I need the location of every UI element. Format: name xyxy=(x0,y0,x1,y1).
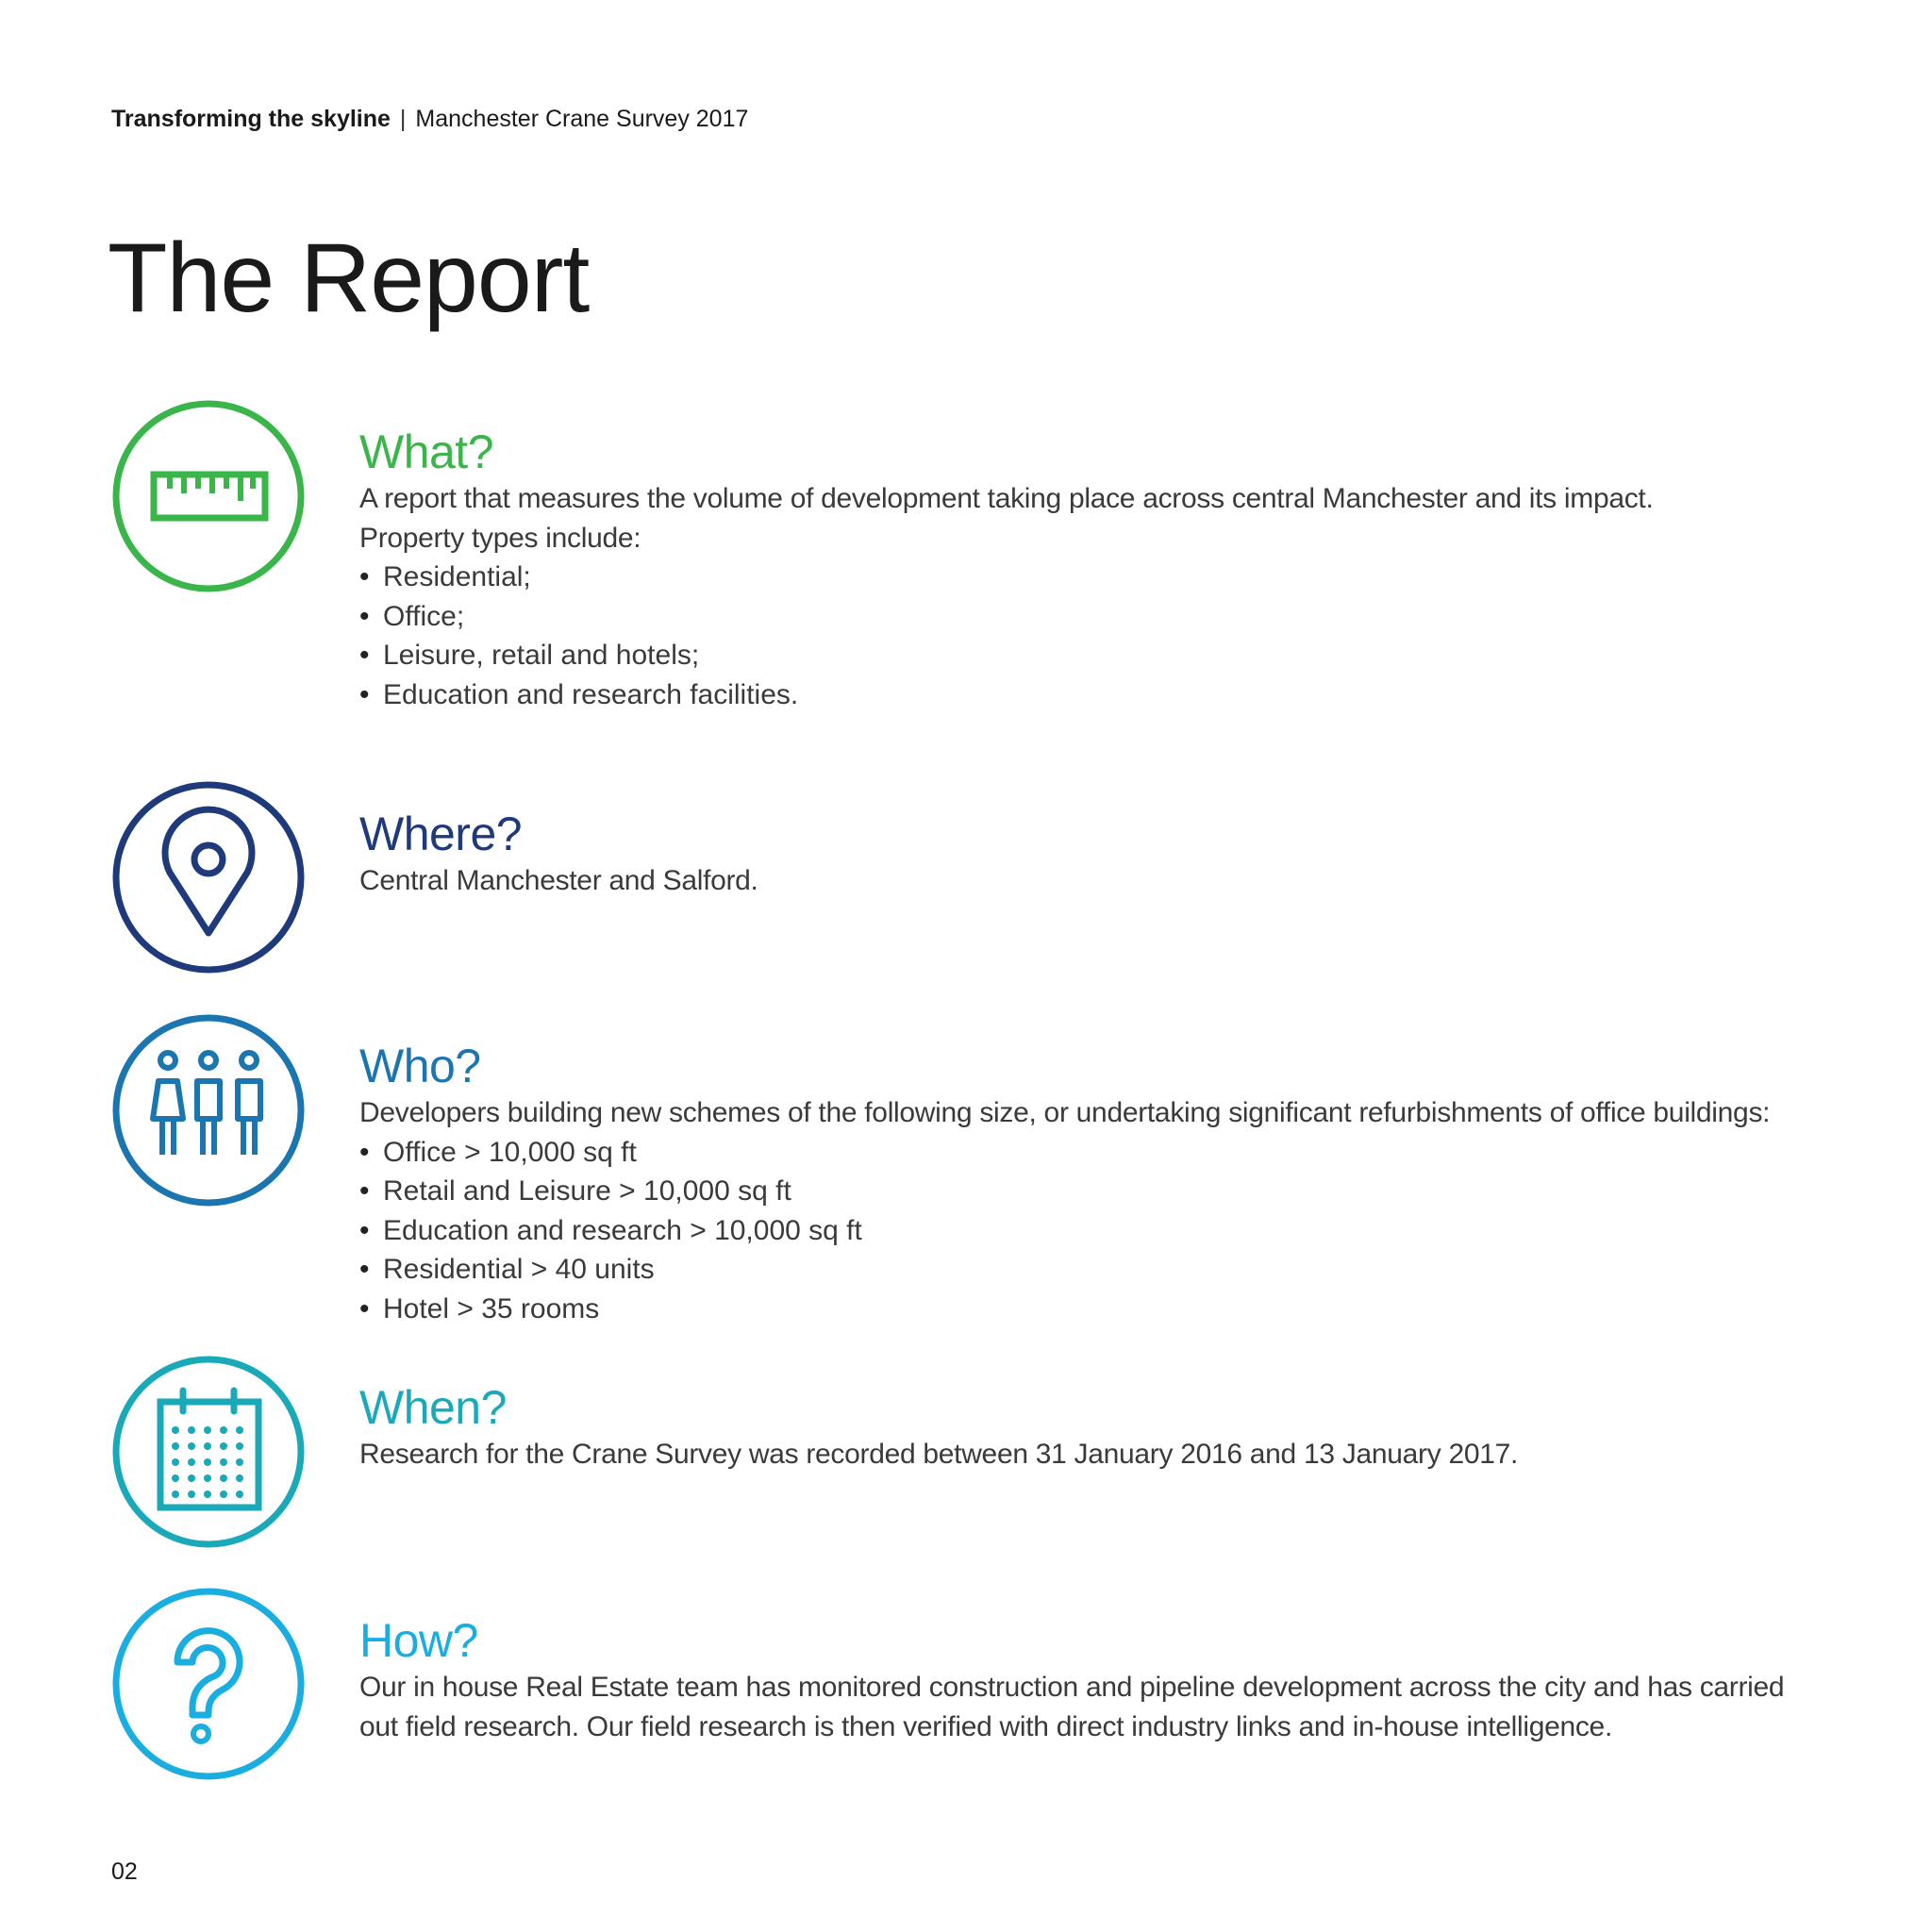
who-heading: Who? xyxy=(359,1040,481,1092)
list-item: • Education and research facilities. xyxy=(359,675,1875,715)
who-bullet-list xyxy=(359,1133,1875,1329)
header-title: Transforming the skyline xyxy=(111,106,391,132)
when-text: Research for the Crane Survey was recorded between 31 January 2016 and 13 January 2017. xyxy=(359,1439,1519,1470)
page-number: 02 xyxy=(111,1858,138,1885)
ruler-icon xyxy=(111,399,306,593)
how-text-2: out field research. Our field research is then verified with direct industry links and in-house intelligence. xyxy=(359,1710,1612,1742)
what-text: A report that measures the volume of development taking place across central Manchester and its impact. xyxy=(359,483,1654,514)
list-item: • Residential; xyxy=(359,558,1875,597)
list-item: • Office; xyxy=(359,597,1875,637)
list-item: • Residential > 40 units xyxy=(359,1250,1875,1290)
who-text: Developers building new schemes of the following size, or undertaking significant refurbishments of office buildings: xyxy=(359,1097,1771,1128)
people-icon xyxy=(111,1013,306,1208)
header-separator: | xyxy=(399,106,407,132)
what-bullet-list xyxy=(359,558,1875,714)
when-heading: When? xyxy=(359,1381,507,1434)
list-item: • Education and research > 10,000 sq ft xyxy=(359,1211,1875,1251)
how-heading: How? xyxy=(359,1614,478,1667)
list-item: • Leisure, retail and hotels; xyxy=(359,636,1875,675)
running-header xyxy=(111,106,748,133)
what-text-2: Property types include: xyxy=(359,522,641,554)
location-pin-icon xyxy=(111,780,306,974)
list-item: • Hotel > 35 rooms xyxy=(359,1290,1875,1329)
where-heading: Where? xyxy=(359,808,523,860)
list-item: • Office > 10,000 sq ft xyxy=(359,1133,1875,1173)
question-mark-icon xyxy=(111,1587,306,1781)
header-subtitle: Manchester Crane Survey 2017 xyxy=(415,106,749,132)
calendar-icon xyxy=(111,1355,306,1549)
list-item: • Retail and Leisure > 10,000 sq ft xyxy=(359,1172,1875,1211)
where-text: Central Manchester and Salford. xyxy=(359,865,758,896)
page-title: The Report xyxy=(108,224,590,333)
what-heading: What? xyxy=(359,425,494,478)
how-text: Our in house Real Estate team has monitored construction and pipeline development across the city and has carried xyxy=(359,1672,1785,1703)
